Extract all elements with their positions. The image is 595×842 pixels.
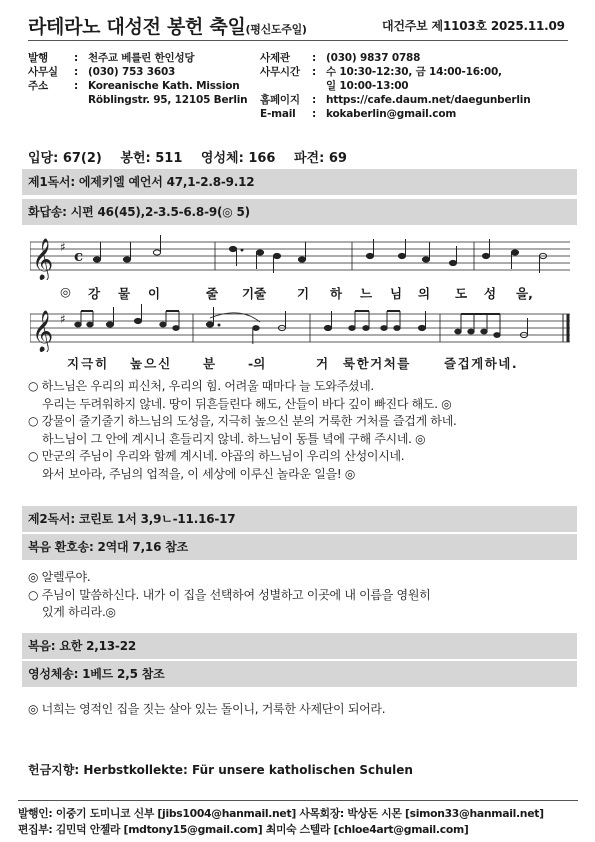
lyrics-line-2 <box>0 354 595 372</box>
info-row: 홈페이지 : https://cafe.daum.net/daegunberlin <box>260 94 531 106</box>
treble-clef-icon: 𝄞 <box>32 311 54 352</box>
music-staff-1 <box>30 232 575 280</box>
lyric-syllable: 지극히 <box>67 356 110 371</box>
second-reading-bar: 제2독서: 코린토 1서 3,9ㄴ-11.16-17 <box>22 506 577 532</box>
lyric-syllable: 룩한거처를 <box>343 356 411 371</box>
info-row: Röblingstr. 95, 12105 Berlin <box>88 94 248 106</box>
info-row: 일 10:00-13:00 <box>326 80 409 92</box>
lyric-syllable: 기줄 <box>242 286 267 301</box>
sharp-icon: ♯ <box>60 240 66 254</box>
communion-hymn: 영성체: 166 <box>200 151 276 166</box>
lyric-syllable: 물 <box>118 286 131 301</box>
lyrics-line-1 <box>0 284 595 302</box>
acclamation-text <box>28 569 430 622</box>
lyric-syllable: 기 <box>297 286 310 301</box>
hymn-stats <box>28 147 361 166</box>
entry-hymn: 입당: 67(2) <box>28 151 102 166</box>
lyric-syllable: 분 <box>203 356 216 371</box>
lyric-syllable: 하 <box>330 286 343 301</box>
acclamation-line: 있게 하리라.◎ <box>42 605 116 619</box>
page-subtitle: (평신도주일) <box>245 23 307 36</box>
info-row: 사제관 : (030) 9837 0788 <box>260 52 421 64</box>
communion-text: ◎ 너희는 영적인 집을 짓는 살아 있는 돌이니, 거룩한 사제단이 되어라. <box>28 702 386 716</box>
footer-line-1: 발행인: 이중기 도미니코 신부 [jibs1004@hanmail.net] 사목회장: 박상돈 시몬 [simon33@hanmail.net] <box>18 807 544 820</box>
lyric-syllable: 의 <box>418 286 431 301</box>
acclamation-line: ○ 주님이 말씀하신다. 내가 이 집을 선택하여 성별하고 이곳에 내 이름을 영원히 <box>28 587 431 602</box>
footer-divider <box>18 800 578 801</box>
info-row: 주소 : Koreanische Kath. Mission <box>28 80 240 92</box>
header-divider <box>28 40 568 41</box>
lyric-syllable: 님 <box>390 286 403 301</box>
verse-line: 우리는 두려워하지 않네. 땅이 뒤흔들린다 해도, 산들이 바다 깊이 빠진다 해도. ◎ <box>42 396 452 411</box>
info-left <box>28 51 247 107</box>
footer-line-2: 편집부: 김민덕 안젤라 [mdtony15@gmail.com] 최미숙 스텔라 [chloe4art@gmail.com] <box>18 823 469 836</box>
lyric-syllable: 성 <box>484 286 497 301</box>
info-row: 발행 : 천주교 베를린 한인성당 <box>28 52 195 64</box>
verse-line: 하느님이 그 안에 계시니 흔들리지 않네. 하느님이 동틀 녘에 구해 주시네. ◎ <box>42 431 426 446</box>
offering-hymn: 봉헌: 511 <box>120 151 183 166</box>
homepage-link[interactable]: https://cafe.daum.net/daegunberlin <box>326 94 531 106</box>
info-row: 사무실 : (030) 753 3603 <box>28 66 176 78</box>
lyric-syllable: 이 <box>148 286 161 301</box>
verse-line: 와서 보아라, 주님의 업적을, 이 세상에 이루신 놀라운 일을! ◎ <box>42 466 356 481</box>
sharp-icon: ♯ <box>60 312 66 326</box>
lyric-syllable: -의 <box>248 356 266 371</box>
page-title: 라테라노 대성전 봉헌 축일(평신도주일) <box>28 16 307 38</box>
email-link[interactable]: kokaberlin@gmail.com <box>326 108 457 120</box>
psalm-verses <box>28 378 457 483</box>
donation-intention: 헌금지향: Herbstkollekte: Für unsere katholischen Schulen <box>28 763 413 777</box>
lyric-syllable: 강 <box>88 286 101 301</box>
dismissal-hymn: 파견: 69 <box>294 151 347 166</box>
common-time-icon: c <box>74 247 84 265</box>
lyric-syllable: 줄 <box>206 286 219 301</box>
lyric-syllable: 거 <box>316 356 329 371</box>
treble-clef-icon: 𝄞 <box>32 239 54 280</box>
lyric-syllable: 높으신 <box>130 356 173 371</box>
gospel-bar: 복음: 요한 2,13-22 <box>22 633 577 659</box>
lyric-syllable: 느 <box>360 286 373 301</box>
music-staff-2 <box>30 304 575 352</box>
info-row: 사무시간 : 수 10:30-12:30, 금 14:00-16:00, <box>260 66 502 78</box>
verse-line: ○ 만군의 주님이 우리와 함께 계시네. 야곱의 하느님이 우리의 산성이시네. <box>28 449 405 463</box>
lyric-syllable: 을, <box>516 286 533 301</box>
verse-line: ○ 하느님은 우리의 피신처, 우리의 힘. 어려울 때마다 늘 도와주셨네. <box>28 379 374 393</box>
issue-info: 대건주보 제1103호 2025.11.09 <box>382 19 565 33</box>
communion-antiphon-bar: 영성체송: 1베드 2,5 참조 <box>22 661 577 687</box>
psalm-bar: 화답송: 시편 46(45),2-3.5-6.8-9(◎ 5) <box>22 199 577 225</box>
acclamation-line: ◎ 알렐루야. <box>28 570 91 584</box>
lyric-syllable: 도 <box>455 286 468 301</box>
lyric-syllable: 즐겁게하네. <box>444 356 519 371</box>
lyric-syllable: ◎ <box>60 284 71 299</box>
info-right <box>260 51 530 121</box>
info-row: E-mail : kokaberlin@gmail.com <box>260 108 457 120</box>
verse-line: ○ 강물이 줄기줄기 하느님의 도성을, 지극히 높으신 분의 거룩한 거처를 즐겁게 하네. <box>28 414 457 428</box>
gospel-acclamation-bar: 복음 환호송: 2역대 7,16 참조 <box>22 534 577 560</box>
first-reading-bar: 제1독서: 에제키엘 예언서 47,1-2.8-9.12 <box>22 169 577 195</box>
